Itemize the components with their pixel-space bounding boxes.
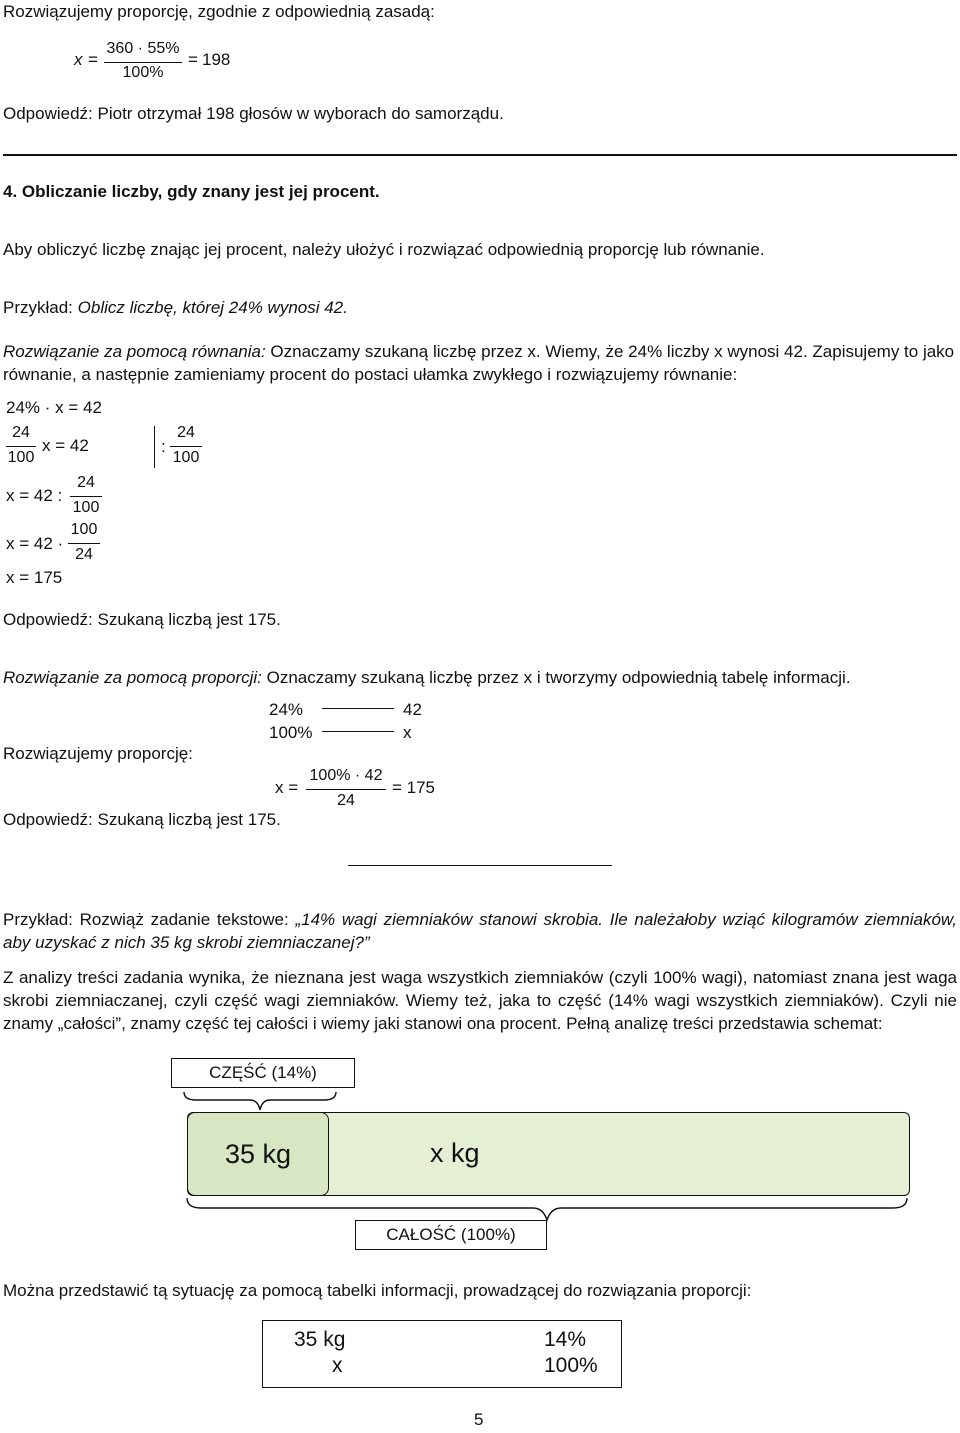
part-brace [180,1090,340,1114]
formula-x: x [74,50,83,69]
task-text: „14% wagi ziemniaków stanowi skrobia. Ile należałoby wziąć kilogramów ziemniaków, aby uzyskać z nich 35 kg skrobi ziemniaczanej?” [3,910,957,952]
separator-line [348,865,612,866]
equation-method-label: Rozwiązanie za pomocą równania: [3,342,266,361]
proportion-label: Rozwiązanie za pomocą proporcji: [3,668,262,687]
eq2-op-numerator: 24 [177,424,195,441]
formula-result: 198 [202,50,231,69]
equation-line-1: 24% · x = 42 [6,398,102,417]
page-number: 5 [474,1410,484,1429]
eq3-numerator: 24 [77,474,95,491]
closing-text: Można przedstawić tą sytuację za pomocą tabelki informacji, prowadzącej do rozwiązania proporcji: [3,1281,752,1300]
section-divider [3,154,957,156]
eq4-numerator: 100 [70,521,98,538]
proportion-eq-x: x = [275,778,299,797]
arrow-line [322,731,394,732]
example-label: Przykład: [3,298,78,317]
fraction-bar [68,543,100,544]
proportion-denominator: 24 [337,792,355,809]
section-description: Aby obliczyć liczbę znając jej procent, należy ułożyć i rozwiązać odpowiednią proporcję lub równanie. [3,240,765,259]
analysis-paragraph: Z analizy treści zadania wynika, że nieznana jest waga wszystkich ziemniaków (czyli 100% wagi), natomiast znana jest waga skrobi ziemniaczanej, czyli część wagi ziemniaków. Wiemy też, jaka to część (14% wagi wszystkich ziemniaków). Czyli nie znamy „całości”, znamy część tej całości i wiemy jaki stanowi ona procent. Pełną analizę treści przedstawia schemat: [3,968,957,1033]
fraction-bar [70,496,102,497]
equation-method-text: Oznaczamy szukaną liczbę przez x. Wiemy, że 24% liczby x wynosi 42. Zapisujemy to jako równanie, a następnie zamieniamy procent do postaci ułamka zwykłego i rozwiązujemy równanie: [3,342,955,384]
proportion-text: Oznaczamy szukaną liczbę przez x i tworzymy odpowiednią tabelę informacji. [261,668,851,687]
info-t1-right: 14% [544,1328,587,1351]
proportion-result: = 175 [392,778,436,797]
proportion-r1-left: 24% [269,700,304,719]
proportion-numerator: 100% · 42 [309,767,383,784]
task-paragraph [3,908,957,954]
info-t2-left: x [332,1354,343,1377]
equation-answer: Odpowiedź: Szukaną liczbą jest 175. [3,610,281,629]
eq2-denominator: 100 [7,449,35,466]
eq3-denominator: 100 [72,499,100,516]
fraction-bar [170,446,202,447]
example-line [3,298,348,318]
eq3-prefix: x = 42 : [6,486,63,505]
fraction-bar [6,446,36,447]
proportion-r2-right: x [403,723,412,742]
formula-denominator: 100% [122,64,164,81]
proportion-r2-left: 100% [269,723,313,742]
arrow-line [322,708,394,709]
whole-label-box: CAŁOŚĆ (100%) [355,1220,547,1250]
whole-brace [183,1196,913,1224]
fraction-bar [104,62,182,63]
task-label: Przykład: Rozwiąż zadanie tekstowe: [3,910,296,929]
eq4-denominator: 24 [75,546,93,563]
eq2-numerator: 24 [12,424,30,441]
proportion-r1-right: 42 [403,700,422,719]
proportion-answer: Odpowiedź: Szukaną liczbą jest 175. [3,810,281,829]
example-text: Oblicz liczbę, której 24% wynosi 42. [77,298,348,317]
eq2-rest: x = 42 [42,436,89,455]
formula-equals-2: = [188,50,198,69]
eq2-operation: : [161,437,166,456]
eq2-op-denominator: 100 [172,449,200,466]
proportion-intro [3,668,851,688]
section-heading: 4. Obliczanie liczby, gdy znany jest jej procent. [3,182,380,201]
intro-text: Rozwiązujemy proporcję, zgodnie z odpowiednią zasadą: [3,2,435,21]
equation-line-5: x = 175 [6,568,63,587]
formula-numerator: 360 · 55% [106,40,180,57]
solve-label: Rozwiązujemy proporcję: [3,744,193,763]
operation-bar [154,426,155,468]
info-t1-left: 35 kg [294,1328,346,1351]
info-t2-right: 100% [544,1354,598,1377]
formula-equals: = [88,50,98,69]
eq4-prefix: x = 42 · [6,534,64,553]
answer-text: Odpowiedź: Piotr otrzymał 198 głosów w wyborach do samorządu. [3,104,504,123]
whole-value: x kg [430,1138,480,1168]
fraction-bar [306,789,386,790]
equation-method-paragraph [3,340,957,386]
part-label-box: CZĘŚĆ (14%) [171,1058,355,1088]
part-box: 35 kg [187,1112,329,1196]
